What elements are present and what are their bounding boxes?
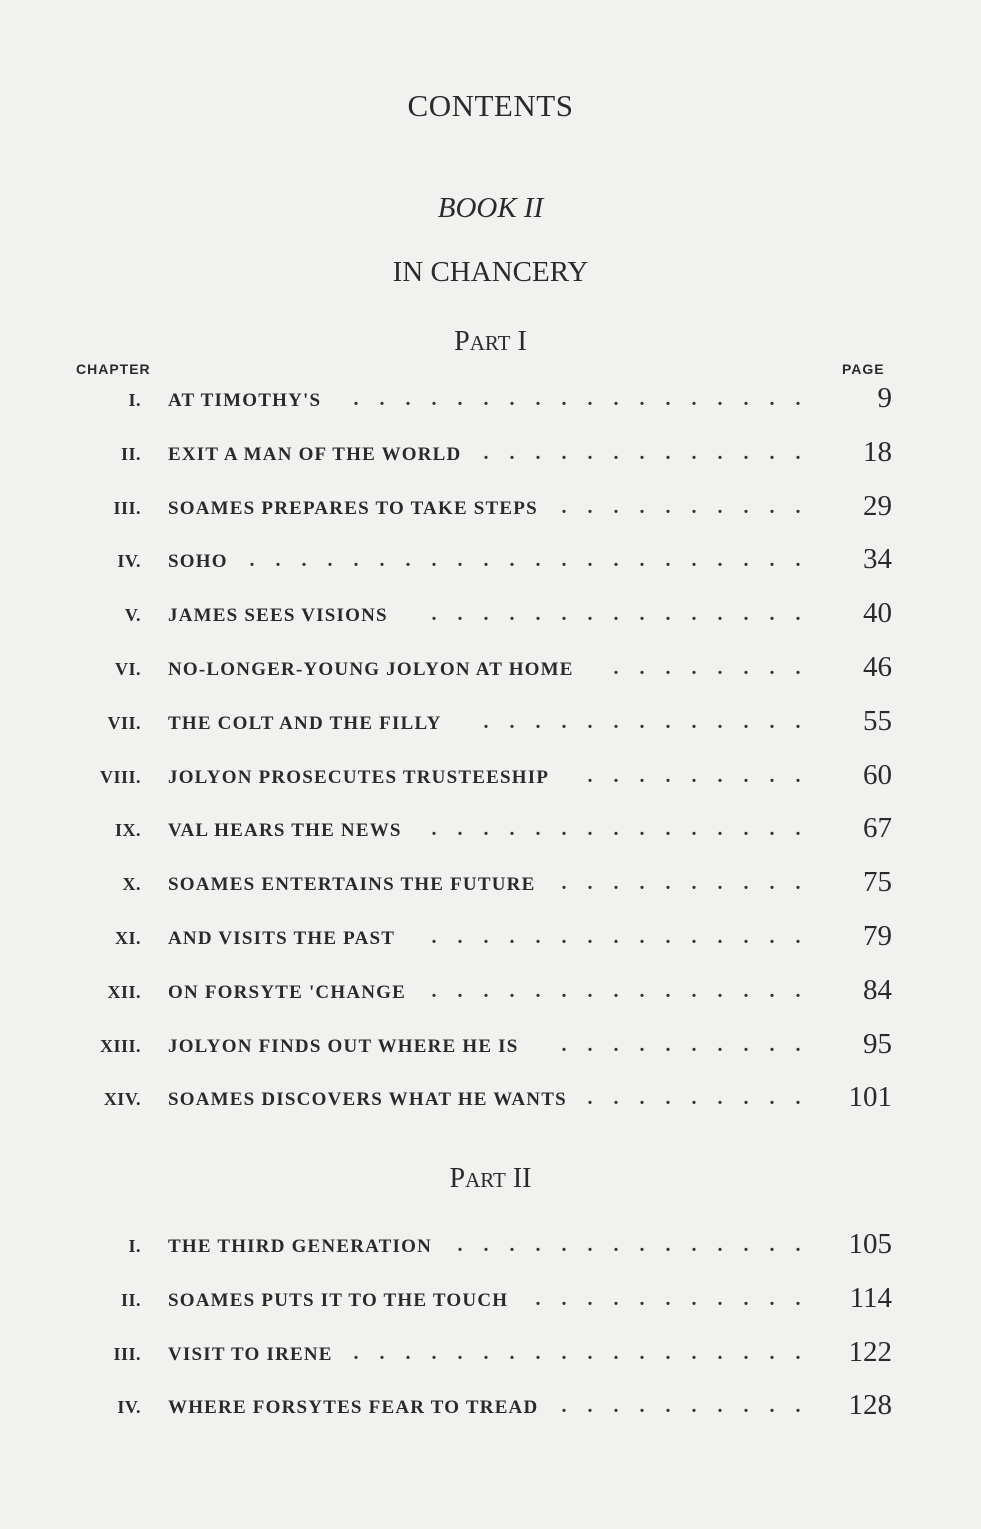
toc-row bbox=[0, 490, 981, 530]
chapter-title: AND VISITS THE PAST bbox=[168, 928, 396, 949]
page-column-header: PAGE bbox=[842, 361, 885, 377]
dot-leader: . . . . . . . . . . bbox=[561, 1395, 801, 1418]
chapter-title: AT TIMOTHY'S bbox=[168, 390, 322, 411]
chapter-number: VI. bbox=[114, 659, 141, 679]
toc-row bbox=[0, 705, 981, 745]
page-number: 95 bbox=[863, 1027, 892, 1060]
page-number: 84 bbox=[863, 973, 892, 1006]
chapter-title: SOAMES DISCOVERS WHAT HE WANTS bbox=[168, 1089, 567, 1111]
part-heading bbox=[0, 326, 981, 358]
dot-leader: . . . . . . . . bbox=[613, 657, 801, 679]
page-number: 122 bbox=[848, 1335, 892, 1368]
book-title: IN CHANCERY bbox=[392, 256, 589, 288]
chapter-number: XII. bbox=[107, 981, 141, 1002]
dot-leader: . . . . . . . . . . . . . . . . . . bbox=[353, 1341, 801, 1364]
part-label-number: I bbox=[517, 326, 527, 357]
dot-leader: . . . . . . . . . . . . . . . bbox=[431, 603, 801, 626]
dot-leader: . . . . . . . . . bbox=[587, 764, 801, 787]
dot-leader: . . . . . . . . . . . . . . bbox=[457, 1234, 801, 1256]
chapter-number: XI. bbox=[114, 928, 141, 948]
chapter-title: VISIT TO IRENE bbox=[168, 1343, 333, 1365]
toc-row bbox=[0, 597, 981, 637]
chapter-number: VII. bbox=[107, 712, 141, 733]
toc-row bbox=[0, 1336, 981, 1376]
dot-leader: . . . . . . . . . . . . . . . . . . bbox=[353, 388, 801, 410]
toc-row bbox=[0, 1389, 981, 1429]
toc-row bbox=[0, 382, 981, 422]
page-number: 114 bbox=[849, 1281, 892, 1314]
chapter-number: VIII. bbox=[99, 766, 141, 787]
toc-row bbox=[0, 1028, 981, 1068]
chapter-number: II. bbox=[120, 1289, 141, 1310]
chapter-title: THE THIRD GENERATION bbox=[168, 1236, 433, 1257]
chapter-title: ON FORSYTE 'CHANGE bbox=[168, 981, 407, 1003]
chapter-title: NO-LONGER-YOUNG JOLYON AT HOME bbox=[168, 659, 574, 680]
page-number: 128 bbox=[848, 1389, 892, 1422]
page-number: 9 bbox=[877, 382, 892, 414]
toc-row bbox=[0, 812, 981, 852]
dot-leader: . . . . . . . . . . . . . . . . . . . . . . bbox=[249, 549, 801, 572]
chapter-title: JOLYON FINDS OUT WHERE HE IS bbox=[168, 1035, 519, 1057]
chapter-number: X. bbox=[122, 874, 141, 895]
chapter-number: III. bbox=[113, 1343, 141, 1364]
chapter-title: JOLYON PROSECUTES TRUSTEESHIP bbox=[168, 766, 550, 788]
chapter-title: WHERE FORSYTES FEAR TO TREAD bbox=[168, 1397, 539, 1419]
toc-row bbox=[0, 866, 981, 906]
page-number: 40 bbox=[863, 597, 892, 630]
toc-row bbox=[0, 1081, 981, 1121]
chapter-title: THE COLT AND THE FILLY bbox=[168, 712, 442, 734]
chapter-title: VAL HEARS THE NEWS bbox=[168, 820, 402, 842]
toc-row bbox=[0, 436, 981, 476]
page-number: 34 bbox=[863, 543, 892, 576]
page-number: 29 bbox=[863, 489, 892, 522]
page-title: CONTENTS bbox=[407, 88, 574, 123]
dot-leader: . . . . . . . . . . . bbox=[535, 1287, 801, 1310]
toc-row bbox=[0, 920, 981, 960]
page-number: 67 bbox=[863, 812, 892, 845]
chapter-title: SOAMES PREPARES TO TAKE STEPS bbox=[168, 497, 538, 519]
chapter-number: XIV. bbox=[103, 1089, 141, 1110]
page-number: 105 bbox=[848, 1228, 892, 1260]
chapter-number: IV. bbox=[117, 551, 141, 572]
toc-row bbox=[0, 651, 981, 691]
chapter-title: EXIT A MAN OF THE WORLD bbox=[168, 443, 462, 465]
part-label-rest: ART bbox=[469, 331, 511, 355]
page-number: 60 bbox=[863, 758, 892, 791]
chapter-number: IV. bbox=[117, 1397, 141, 1418]
page-number: 18 bbox=[863, 435, 892, 468]
dot-leader: . . . . . . . . . . . . . bbox=[483, 441, 801, 464]
part-label-initial: P bbox=[449, 1163, 466, 1194]
part-heading bbox=[0, 1163, 981, 1195]
toc-row bbox=[0, 759, 981, 799]
toc-row bbox=[0, 974, 981, 1014]
toc-row bbox=[0, 1282, 981, 1322]
dot-leader: . . . . . . . . . . bbox=[561, 495, 801, 518]
chapter-number: XIII. bbox=[99, 1035, 141, 1056]
toc-row bbox=[0, 543, 981, 583]
dot-leader: . . . . . . . . . bbox=[587, 1087, 801, 1110]
part-label-number: II bbox=[512, 1163, 532, 1194]
page-number: 75 bbox=[863, 866, 892, 899]
chapter-number: II. bbox=[120, 443, 141, 464]
chapter-number: I. bbox=[128, 1236, 141, 1256]
page-number: 46 bbox=[863, 651, 892, 683]
chapter-number: IX. bbox=[114, 820, 141, 841]
dot-leader: . . . . . . . . . . . . . . . bbox=[431, 818, 801, 841]
part-label-rest: ART bbox=[465, 1168, 506, 1192]
chapter-number: III. bbox=[113, 497, 141, 518]
chapter-number: I. bbox=[128, 390, 141, 410]
page-number: 101 bbox=[848, 1081, 892, 1114]
dot-leader: . . . . . . . . . . . . . . . bbox=[431, 926, 801, 948]
part-label-initial: P bbox=[454, 326, 470, 357]
toc-row bbox=[0, 1228, 981, 1268]
page-number: 55 bbox=[863, 704, 892, 737]
chapter-title: SOHO bbox=[168, 551, 228, 573]
chapter-title: JAMES SEES VISIONS bbox=[168, 605, 388, 627]
page-number: 79 bbox=[863, 920, 892, 952]
chapter-column-header: CHAPTER bbox=[76, 361, 151, 377]
dot-leader: . . . . . . . . . . bbox=[561, 1033, 801, 1056]
chapter-title: SOAMES ENTERTAINS THE FUTURE bbox=[168, 874, 536, 896]
dot-leader: . . . . . . . . . . bbox=[561, 872, 801, 895]
dot-leader: . . . . . . . . . . . . . bbox=[483, 710, 801, 733]
book-label: BOOK II bbox=[437, 192, 544, 224]
dot-leader: . . . . . . . . . . . . . . . bbox=[431, 979, 801, 1002]
chapter-title: SOAMES PUTS IT TO THE TOUCH bbox=[168, 1289, 509, 1311]
chapter-number: V. bbox=[124, 605, 141, 626]
